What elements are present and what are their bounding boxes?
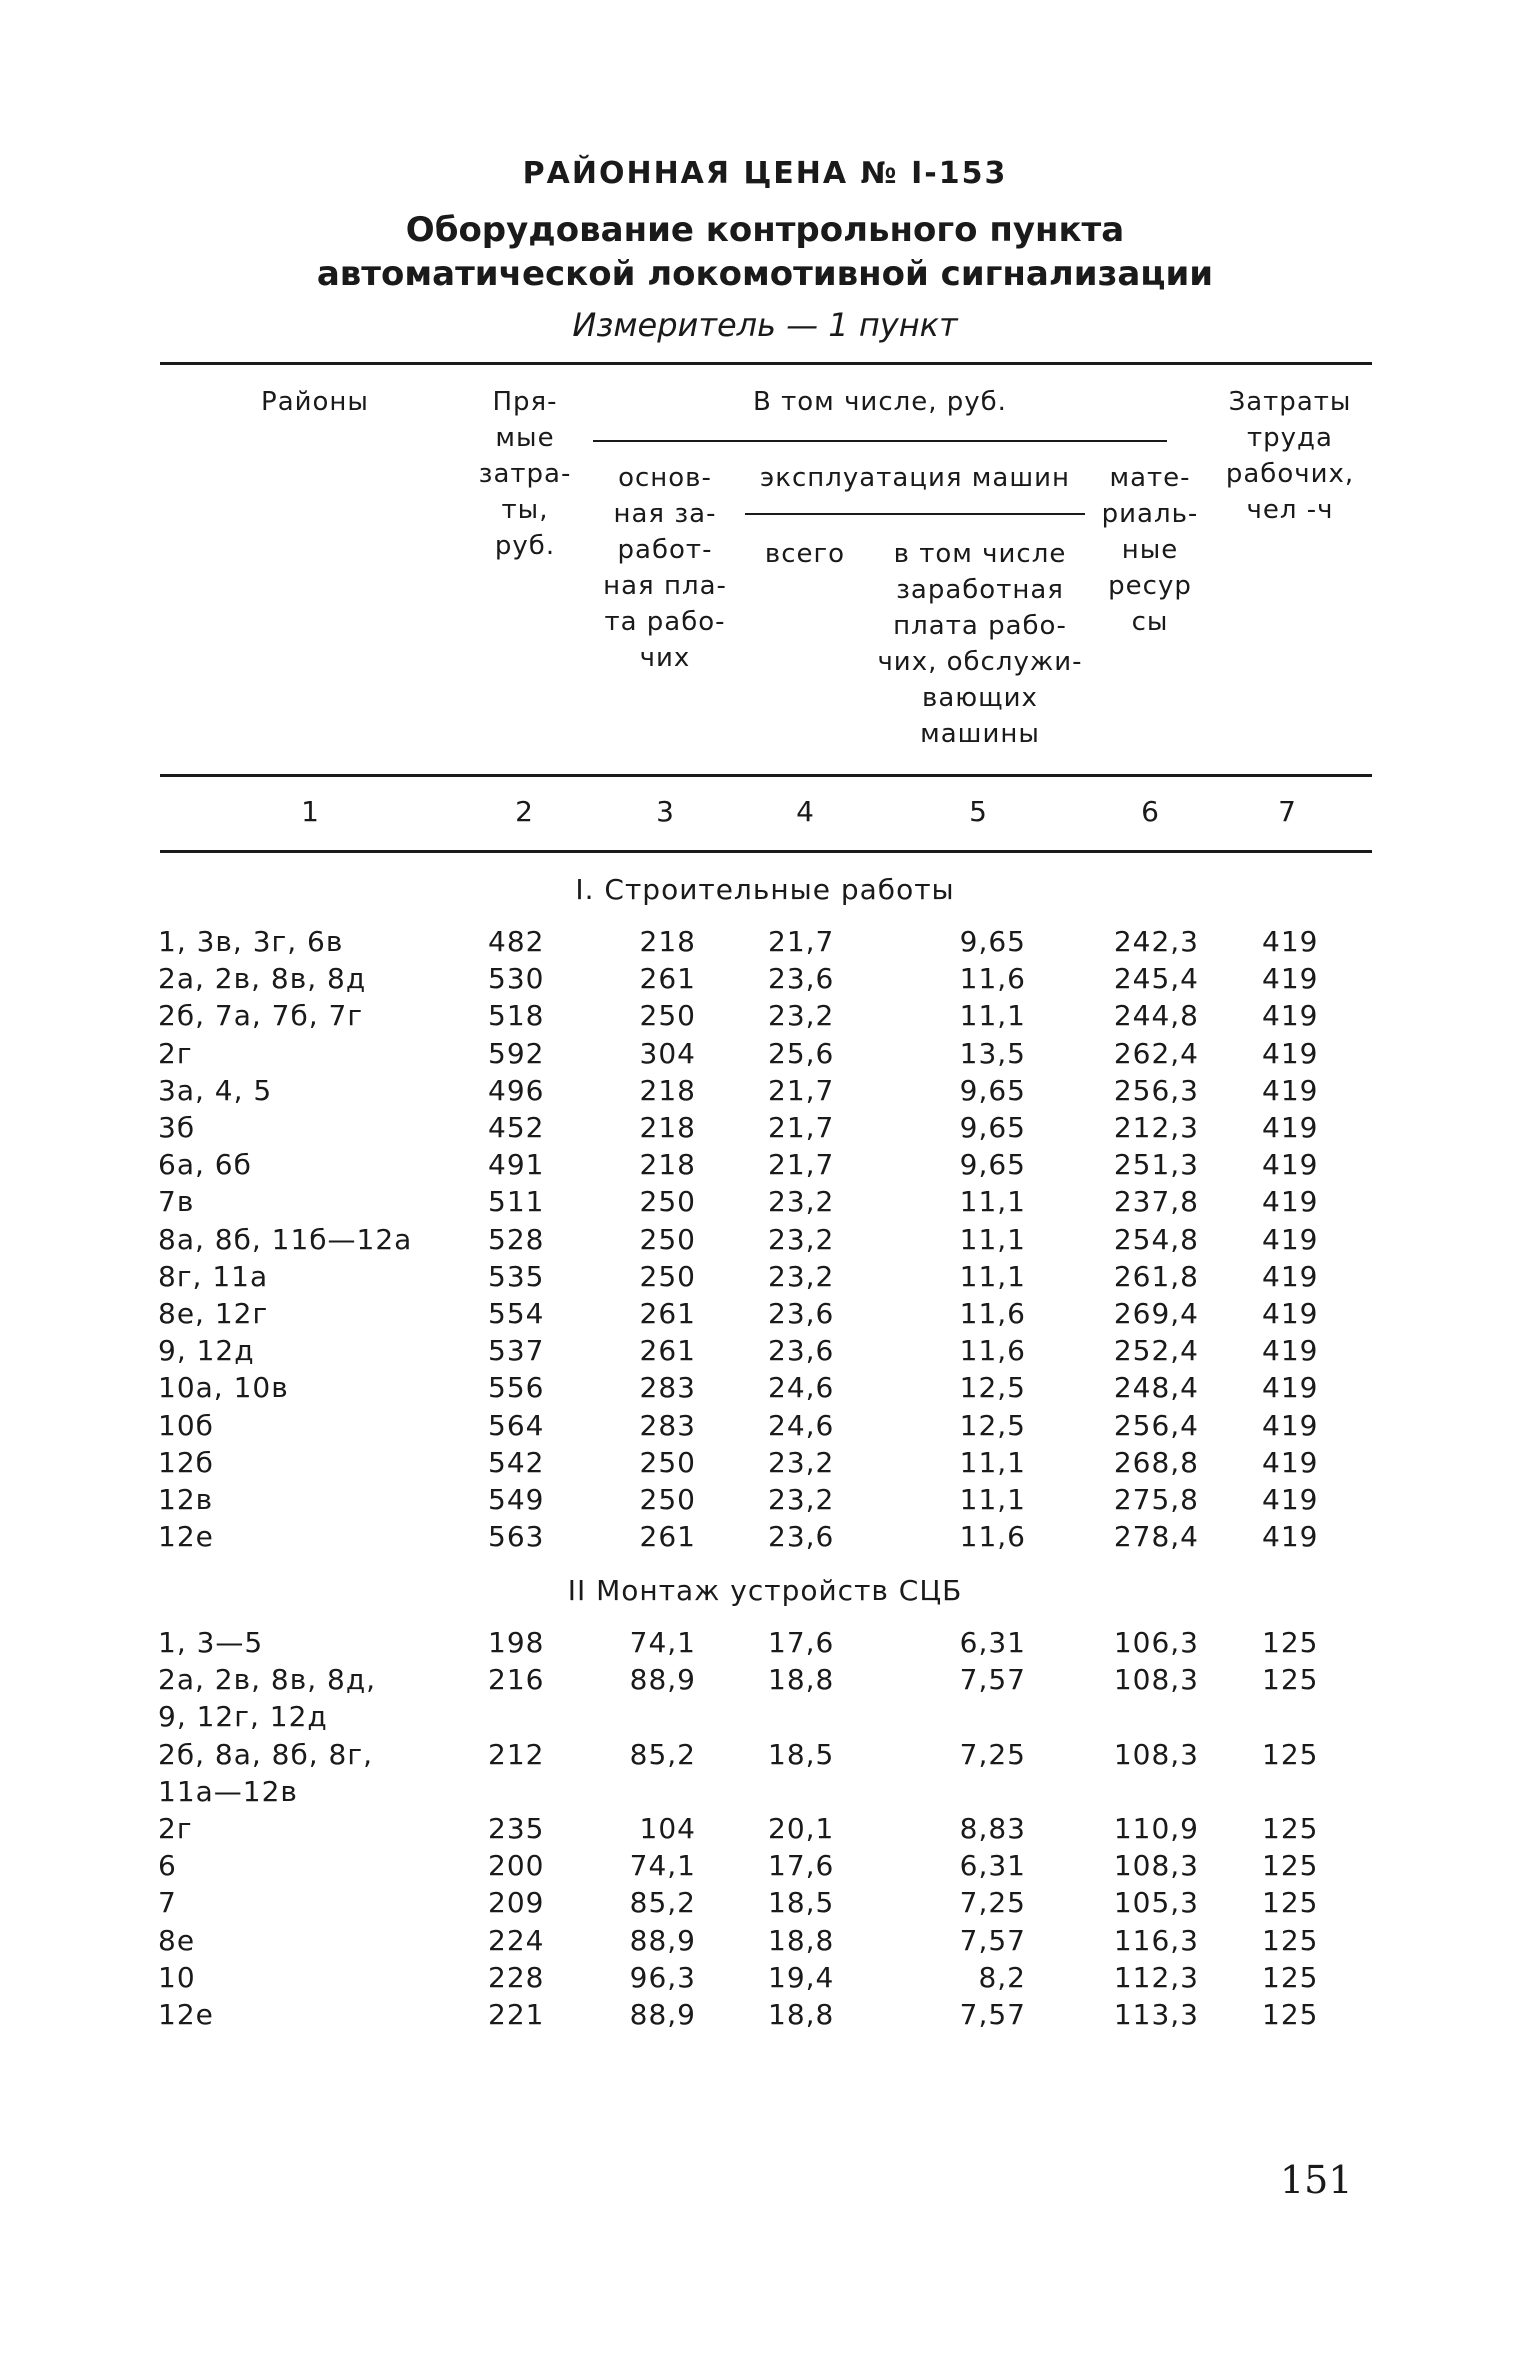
cell-regions: 8е (158, 1923, 196, 1957)
cell-machine-total: 21,7 (768, 1148, 835, 1182)
cell-machine-wage: 11,6 (959, 1297, 1026, 1330)
cell-materials: 108,3 (1113, 1663, 1199, 1697)
cell-materials: 116,3 (1113, 1923, 1199, 1957)
table-row (0, 1074, 1536, 1111)
table-row (0, 1924, 1536, 1961)
cell-regions: 10б (158, 1408, 214, 1442)
cell-base-wage: 261 (639, 962, 696, 996)
cell-machine-total: 18,8 (768, 1998, 835, 2031)
table-row (0, 1700, 1536, 1737)
cell-regions: 12е (158, 1998, 214, 2031)
cell-machine-wage: 7,57 (959, 1923, 1026, 1957)
cell-regions: 8г, 11а (158, 1259, 269, 1293)
cell-regions: 11а—12в (158, 1774, 298, 1808)
cell-machine-total: 20,1 (768, 1812, 835, 1845)
cell-direct-costs: 452 (488, 1111, 545, 1144)
cell-materials: 256,3 (1113, 1073, 1199, 1107)
cell-machine-total: 25,6 (768, 1036, 835, 1070)
cell-materials: 108,3 (1113, 1737, 1199, 1771)
cell-materials: 237,8 (1113, 1185, 1199, 1219)
cell-machine-total: 23,2 (768, 1483, 835, 1516)
header-machine-operation: эксплуатация машин (759, 463, 1071, 493)
cell-materials: 269,4 (1113, 1297, 1199, 1330)
cell-direct-costs: 221 (488, 1998, 545, 2031)
cell-direct-costs: 200 (488, 1849, 545, 1883)
cell-labor: 125 (1262, 1626, 1319, 1659)
cell-base-wage: 250 (639, 1259, 696, 1293)
cell-labor: 419 (1262, 1148, 1319, 1182)
cell-labor: 125 (1262, 1812, 1319, 1845)
header-including-rule (593, 440, 1167, 442)
cell-machine-total: 23,6 (768, 1334, 835, 1368)
cell-machine-total: 18,5 (768, 1886, 835, 1920)
cell-labor: 419 (1262, 1334, 1319, 1368)
section-title-construction: I. Строительные работы (575, 873, 955, 906)
cell-direct-costs: 491 (488, 1148, 545, 1182)
cell-materials: 251,3 (1113, 1148, 1199, 1182)
cell-labor: 419 (1262, 1445, 1319, 1479)
cell-base-wage: 74,1 (629, 1626, 696, 1659)
cell-machine-total: 21,7 (768, 1111, 835, 1144)
cell-machine-wage: 7,57 (959, 1998, 1026, 2031)
cell-materials: 212,3 (1113, 1111, 1199, 1144)
cell-machine-wage: 11,6 (959, 1334, 1026, 1368)
cell-machine-total: 23,2 (768, 1445, 835, 1479)
cell-machine-total: 23,6 (768, 1297, 835, 1330)
table-row (0, 1886, 1536, 1923)
cell-direct-costs: 216 (488, 1663, 545, 1697)
cell-machine-wage: 8,2 (978, 1960, 1026, 1994)
cell-labor: 125 (1262, 1886, 1319, 1920)
cell-labor: 419 (1262, 1520, 1319, 1554)
cell-machine-total: 17,6 (768, 1849, 835, 1883)
cell-labor: 419 (1262, 1073, 1319, 1107)
cell-regions: 7 (158, 1886, 177, 1920)
cell-base-wage: 96,3 (629, 1960, 696, 1994)
cell-machine-total: 18,5 (768, 1737, 835, 1771)
cell-machine-wage: 6,31 (959, 1626, 1026, 1659)
cell-base-wage: 218 (639, 1073, 696, 1107)
cell-machine-wage: 11,1 (959, 1259, 1026, 1293)
cell-regions: 2б, 7а, 7б, 7г (158, 999, 364, 1033)
cell-base-wage: 88,9 (629, 1663, 696, 1697)
measure-unit: Измеритель — 1 пункт (572, 306, 958, 344)
table-row (0, 1775, 1536, 1812)
cell-materials: 248,4 (1113, 1371, 1199, 1405)
cell-regions: 1, 3в, 3г, 6в (158, 925, 344, 958)
cell-regions: 12в (158, 1483, 214, 1516)
title-line-1: Оборудование контрольного пункта (405, 210, 1125, 250)
cell-base-wage: 250 (639, 1222, 696, 1256)
cell-labor: 125 (1262, 1923, 1319, 1957)
cell-direct-costs: 530 (488, 962, 545, 996)
cell-direct-costs: 209 (488, 1886, 545, 1920)
cell-regions: 6 (158, 1849, 177, 1883)
header-base-wage: основ- ная за- работ- ная пла- та рабо- чих (603, 463, 727, 673)
table-row (0, 1812, 1536, 1849)
cell-machine-wage: 11,6 (959, 1520, 1026, 1554)
table-row (0, 1961, 1536, 1998)
column-number: 4 (796, 795, 814, 828)
header-machine-total: всего (764, 539, 846, 569)
table-row (0, 1483, 1536, 1520)
table-row (0, 1037, 1536, 1074)
section-title-installation: II Монтаж устройств СЦБ (567, 1574, 963, 1607)
table-row (0, 1738, 1536, 1775)
cell-direct-costs: 496 (488, 1073, 545, 1107)
cell-labor: 125 (1262, 1737, 1319, 1771)
cell-base-wage: 250 (639, 1483, 696, 1516)
cell-base-wage: 261 (639, 1520, 696, 1554)
cell-labor: 125 (1262, 1998, 1319, 2031)
cell-direct-costs: 235 (488, 1812, 545, 1845)
cell-machine-wage: 9,65 (959, 1073, 1026, 1107)
cell-direct-costs: 563 (488, 1520, 545, 1554)
table-row (0, 1148, 1536, 1185)
cell-materials: 110,9 (1113, 1812, 1199, 1845)
cell-regions: 12б (158, 1445, 214, 1479)
cell-materials: 268,8 (1113, 1445, 1199, 1479)
cell-machine-wage: 9,65 (959, 925, 1026, 958)
table-row (0, 999, 1536, 1036)
column-number: 5 (969, 795, 987, 828)
cell-direct-costs: 556 (488, 1371, 545, 1405)
cell-materials: 112,3 (1113, 1960, 1199, 1994)
header-regions: Районы (261, 387, 369, 417)
cell-labor: 419 (1262, 1408, 1319, 1442)
cell-materials: 252,4 (1113, 1334, 1199, 1368)
cell-direct-costs: 549 (488, 1483, 545, 1516)
cell-base-wage: 250 (639, 1185, 696, 1219)
cell-direct-costs: 198 (488, 1626, 545, 1659)
cell-regions: 7в (158, 1185, 195, 1219)
cell-materials: 242,3 (1113, 925, 1199, 958)
header-materials: мате- риаль- ные ресур сы (1101, 463, 1199, 637)
header-machine-rule (745, 513, 1085, 515)
cell-machine-wage: 9,65 (959, 1148, 1026, 1182)
cell-base-wage: 250 (639, 1445, 696, 1479)
cell-base-wage: 261 (639, 1334, 696, 1368)
cell-materials: 105,3 (1113, 1886, 1199, 1920)
cell-machine-wage: 9,65 (959, 1111, 1026, 1144)
cell-labor: 419 (1262, 1036, 1319, 1070)
column-number: 1 (301, 795, 319, 828)
cell-base-wage: 88,9 (629, 1923, 696, 1957)
cell-direct-costs: 535 (488, 1259, 545, 1293)
cell-base-wage: 250 (639, 999, 696, 1033)
cell-machine-wage: 12,5 (959, 1408, 1026, 1442)
table-row (0, 925, 1536, 962)
cell-labor: 419 (1262, 1483, 1319, 1516)
table-row (0, 1998, 1536, 2035)
column-numbers-rule (160, 850, 1372, 853)
cell-machine-total: 23,6 (768, 1520, 835, 1554)
cell-regions: 2б, 8а, 8б, 8г, (158, 1737, 373, 1771)
cell-labor: 419 (1262, 1111, 1319, 1144)
column-number: 2 (515, 795, 533, 828)
header-bottom-rule (160, 774, 1372, 777)
table-row (0, 1260, 1536, 1297)
cell-regions: 9, 12д (158, 1334, 255, 1368)
cell-machine-total: 18,8 (768, 1923, 835, 1957)
table-top-rule (160, 362, 1372, 365)
column-number: 6 (1141, 795, 1159, 828)
cell-labor: 125 (1262, 1849, 1319, 1883)
cell-machine-wage: 11,1 (959, 999, 1026, 1033)
cell-materials: 244,8 (1113, 999, 1199, 1033)
cell-machine-total: 21,7 (768, 1073, 835, 1107)
table-row (0, 1663, 1536, 1700)
cell-direct-costs: 528 (488, 1222, 545, 1256)
table-row (0, 1223, 1536, 1260)
cell-machine-total: 23,2 (768, 1185, 835, 1219)
cell-direct-costs: 564 (488, 1408, 545, 1442)
cell-base-wage: 218 (639, 925, 696, 958)
cell-machine-total: 17,6 (768, 1626, 835, 1659)
cell-materials: 245,4 (1113, 962, 1199, 996)
cell-machine-wage: 8,83 (959, 1812, 1026, 1845)
cell-regions: 2г (158, 1036, 193, 1070)
header-direct-costs: Пря- мые затра- ты, руб. (478, 387, 572, 561)
cell-machine-total: 18,8 (768, 1663, 835, 1697)
cell-direct-costs: 518 (488, 999, 545, 1033)
cell-regions: 1, 3—5 (158, 1626, 264, 1659)
cell-machine-wage: 7,57 (959, 1663, 1026, 1697)
cell-base-wage: 218 (639, 1111, 696, 1144)
cell-machine-wage: 11,1 (959, 1445, 1026, 1479)
cell-materials: 261,8 (1113, 1259, 1199, 1293)
cell-base-wage: 104 (639, 1812, 696, 1845)
cell-materials: 254,8 (1113, 1222, 1199, 1256)
cell-machine-wage: 11,1 (959, 1222, 1026, 1256)
cell-regions: 10а, 10в (158, 1371, 289, 1405)
column-number: 7 (1278, 795, 1296, 828)
cell-machine-total: 23,6 (768, 962, 835, 996)
table-row (0, 1626, 1536, 1663)
cell-regions: 2а, 2в, 8в, 8д, (158, 1663, 377, 1697)
cell-labor: 419 (1262, 1185, 1319, 1219)
cell-direct-costs: 542 (488, 1445, 545, 1479)
cell-base-wage: 283 (639, 1371, 696, 1405)
cell-machine-wage: 11,6 (959, 962, 1026, 996)
cell-direct-costs: 228 (488, 1960, 545, 1994)
cell-regions: 12е (158, 1520, 214, 1554)
table-row (0, 1111, 1536, 1148)
cell-base-wage: 74,1 (629, 1849, 696, 1883)
title-line-2: автоматической локомотивной сигнализации (316, 254, 1214, 294)
cell-regions: 6а, 6б (158, 1148, 252, 1182)
cell-direct-costs: 212 (488, 1737, 545, 1771)
page-number: 151 (1280, 2158, 1353, 2202)
cell-machine-total: 24,6 (768, 1408, 835, 1442)
cell-labor: 419 (1262, 1222, 1319, 1256)
cell-labor: 419 (1262, 1297, 1319, 1330)
cell-materials: 106,3 (1113, 1626, 1199, 1659)
cell-machine-total: 23,2 (768, 999, 835, 1033)
cell-direct-costs: 224 (488, 1923, 545, 1957)
table-row (0, 1297, 1536, 1334)
table-row (0, 962, 1536, 999)
cell-machine-wage: 11,1 (959, 1185, 1026, 1219)
cell-direct-costs: 537 (488, 1334, 545, 1368)
cell-labor: 419 (1262, 925, 1319, 958)
cell-machine-wage: 7,25 (959, 1737, 1026, 1771)
cell-materials: 275,8 (1113, 1483, 1199, 1516)
cell-regions: 8а, 8б, 11б—12а (158, 1222, 413, 1256)
cell-machine-total: 21,7 (768, 925, 835, 958)
table-row (0, 1371, 1536, 1408)
cell-base-wage: 88,9 (629, 1998, 696, 2031)
cell-direct-costs: 482 (488, 925, 545, 958)
cell-base-wage: 283 (639, 1408, 696, 1442)
cell-regions: 3б (158, 1111, 196, 1144)
table-row (0, 1446, 1536, 1483)
cell-labor: 419 (1262, 999, 1319, 1033)
cell-machine-wage: 13,5 (959, 1036, 1026, 1070)
cell-machine-total: 24,6 (768, 1371, 835, 1405)
cell-machine-total: 23,2 (768, 1259, 835, 1293)
cell-labor: 419 (1262, 962, 1319, 996)
cell-base-wage: 85,2 (629, 1737, 696, 1771)
table-row (0, 1520, 1536, 1557)
cell-regions: 3а, 4, 5 (158, 1073, 273, 1107)
header-machine-wage: в том числе заработная плата рабо- чих, обслужи- вающих машины (877, 539, 1083, 749)
cell-machine-wage: 11,1 (959, 1483, 1026, 1516)
cell-base-wage: 304 (639, 1036, 696, 1070)
cell-labor: 419 (1262, 1259, 1319, 1293)
cell-machine-wage: 6,31 (959, 1849, 1026, 1883)
cell-machine-wage: 7,25 (959, 1886, 1026, 1920)
cell-labor: 125 (1262, 1960, 1319, 1994)
cell-machine-wage: 12,5 (959, 1371, 1026, 1405)
table-row (0, 1849, 1536, 1886)
cell-base-wage: 261 (639, 1297, 696, 1330)
cell-materials: 278,4 (1113, 1520, 1199, 1554)
cell-direct-costs: 554 (488, 1297, 545, 1330)
cell-base-wage: 85,2 (629, 1886, 696, 1920)
price-number-heading: РАЙОННАЯ ЦЕНА № I-153 (522, 156, 1008, 191)
cell-regions: 8е, 12г (158, 1297, 269, 1330)
cell-regions: 2а, 2в, 8в, 8д (158, 962, 367, 996)
cell-regions: 9, 12г, 12д (158, 1700, 328, 1734)
header-labor: Затраты труда рабочих, чел -ч (1225, 387, 1355, 525)
cell-regions: 10 (158, 1960, 196, 1994)
cell-base-wage: 218 (639, 1148, 696, 1182)
cell-machine-total: 23,2 (768, 1222, 835, 1256)
column-number: 3 (656, 795, 674, 828)
cell-regions: 2г (158, 1812, 193, 1845)
cell-direct-costs: 511 (488, 1185, 545, 1219)
header-including: В том числе, руб. (753, 387, 1007, 417)
table-row (0, 1185, 1536, 1222)
cell-materials: 108,3 (1113, 1849, 1199, 1883)
cell-materials: 113,3 (1113, 1998, 1199, 2031)
table-row (0, 1409, 1536, 1446)
cell-materials: 256,4 (1113, 1408, 1199, 1442)
cell-machine-total: 19,4 (768, 1960, 835, 1994)
cell-labor: 125 (1262, 1663, 1319, 1697)
cell-direct-costs: 592 (488, 1036, 545, 1070)
cell-materials: 262,4 (1113, 1036, 1199, 1070)
table-row (0, 1334, 1536, 1371)
cell-labor: 419 (1262, 1371, 1319, 1405)
